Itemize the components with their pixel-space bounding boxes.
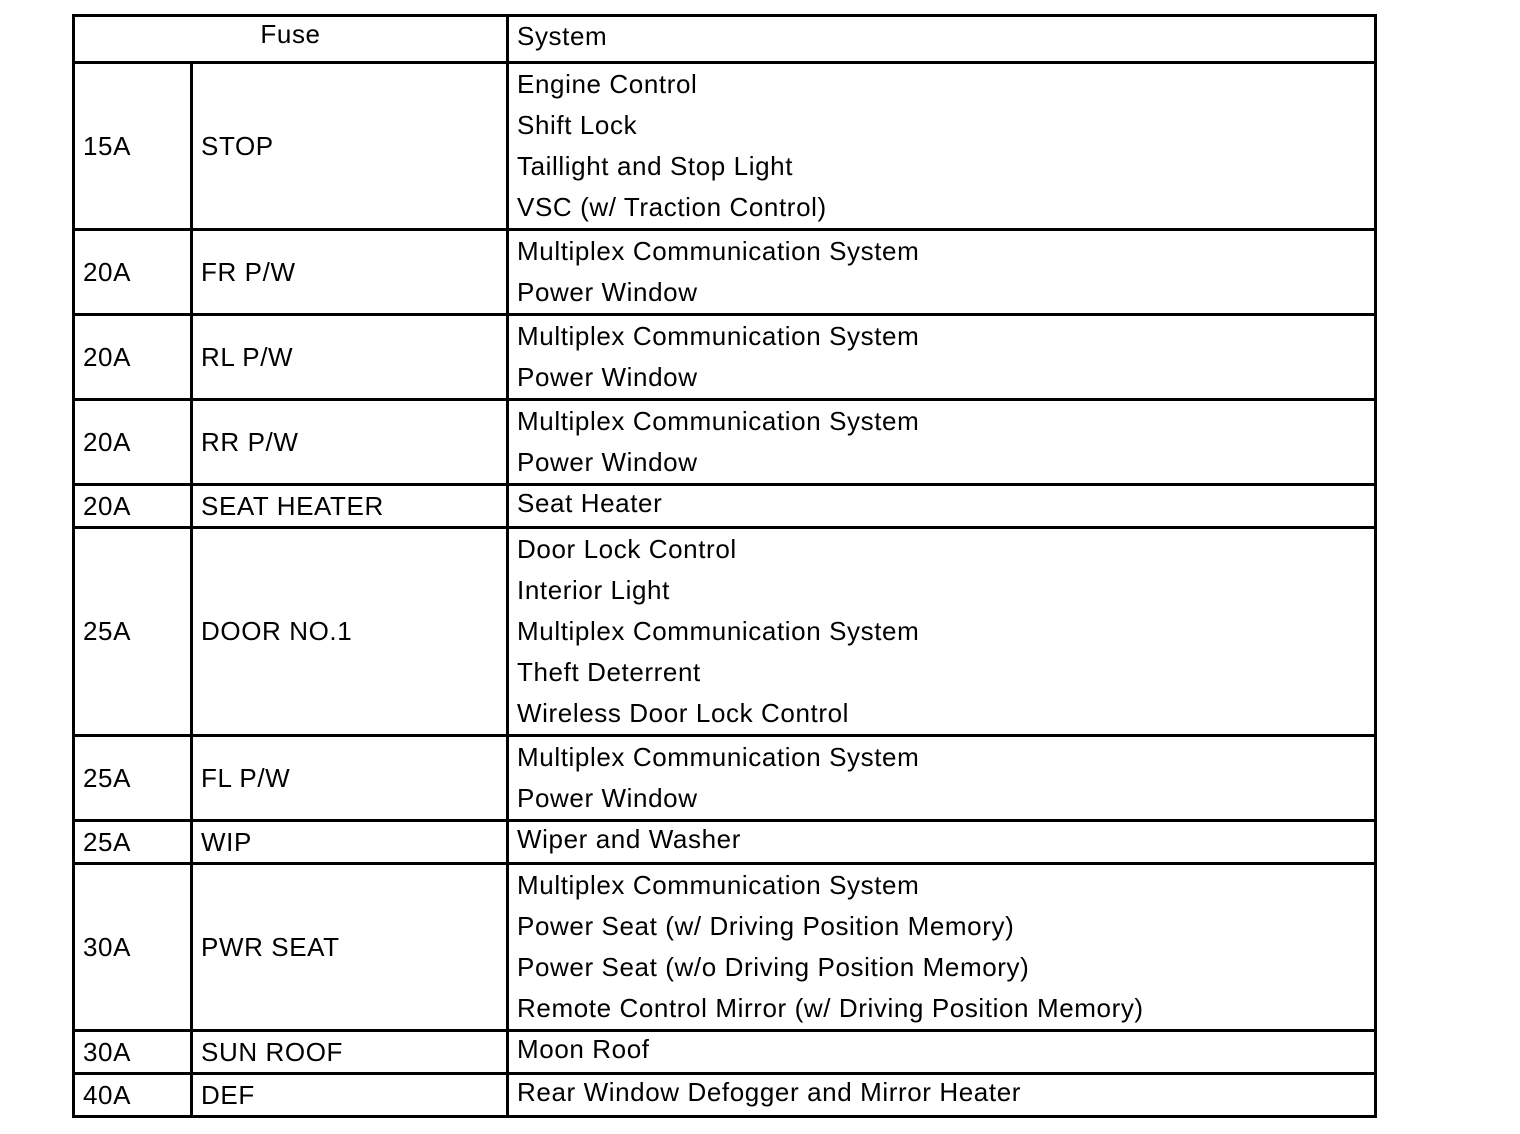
system-list [508,864,1376,1031]
fuse-name: FL P/W [192,736,508,821]
system-list [508,230,1376,315]
system-item: Power Window [517,362,698,392]
fuse-amperage: 25A [74,528,192,736]
table-row [74,400,1376,485]
system-item: Remote Control Mirror (w/ Driving Position Memory) [517,993,1144,1023]
fuse-name: SEAT HEATER [192,485,508,528]
system-item: Moon Roof [517,1034,650,1064]
fuse-amperage: 20A [74,400,192,485]
fuse-amperage: 20A [74,485,192,528]
system-list [508,63,1376,230]
table-row [74,736,1376,821]
fuse-name: SUN ROOF [192,1031,508,1074]
system-column-header: System [508,16,1376,63]
fuse-name: WIP [192,821,508,864]
table-row [74,485,1376,528]
system-list [508,1031,1376,1074]
system-item: Wireless Door Lock Control [517,698,850,728]
system-list [508,400,1376,485]
system-item: Wiper and Washer [517,824,741,854]
fuse-amperage: 40A [74,1074,192,1117]
fuse-name: RR P/W [192,400,508,485]
fuse-name: DOOR NO.1 [192,528,508,736]
table-row [74,528,1376,736]
table-row [74,1031,1376,1074]
system-item: VSC (w/ Traction Control) [517,192,827,222]
system-list [508,528,1376,736]
system-item: Shift Lock [517,110,638,140]
system-item: Power Seat (w/o Driving Position Memory) [517,952,1030,982]
system-list [508,821,1376,864]
system-list [508,315,1376,400]
table-body [74,63,1376,1117]
system-item: Multiplex Communication System [517,236,920,266]
fuse-table [72,14,1377,1118]
system-item: Engine Control [517,69,698,99]
system-item: Seat Heater [517,488,663,518]
fuse-name: STOP [192,63,508,230]
system-list [508,736,1376,821]
table-header [74,16,1376,63]
table-row [74,1074,1376,1117]
fuse-amperage: 15A [74,63,192,230]
system-item: Power Window [517,783,698,813]
system-item: Theft Deterrent [517,657,701,687]
fuse-amperage: 30A [74,864,192,1031]
system-item: Rear Window Defogger and Mirror Heater [517,1077,1022,1107]
system-item: Multiplex Communication System [517,406,920,436]
table-row [74,864,1376,1031]
system-item: Multiplex Communication System [517,321,920,351]
system-item: Power Seat (w/ Driving Position Memory) [517,911,1015,941]
fuse-column-header: Fuse [74,16,508,63]
system-item: Taillight and Stop Light [517,151,794,181]
system-item: Multiplex Communication System [517,616,920,646]
fuse-name: DEF [192,1074,508,1117]
fuse-name: FR P/W [192,230,508,315]
fuse-name: PWR SEAT [192,864,508,1031]
system-item: Power Window [517,447,698,477]
table-row [74,821,1376,864]
fuse-amperage: 25A [74,736,192,821]
system-list [508,1074,1376,1117]
table-row [74,63,1376,230]
system-item: Interior Light [517,575,670,605]
system-item: Multiplex Communication System [517,870,920,900]
fuse-amperage: 20A [74,315,192,400]
system-item: Door Lock Control [517,534,737,564]
system-list [508,485,1376,528]
header-row [74,16,1376,63]
fuse-name: RL P/W [192,315,508,400]
system-item: Power Window [517,277,698,307]
fuse-amperage: 25A [74,821,192,864]
table-row [74,315,1376,400]
fuse-amperage: 30A [74,1031,192,1074]
fuse-amperage: 20A [74,230,192,315]
table-row [74,230,1376,315]
system-item: Multiplex Communication System [517,742,920,772]
